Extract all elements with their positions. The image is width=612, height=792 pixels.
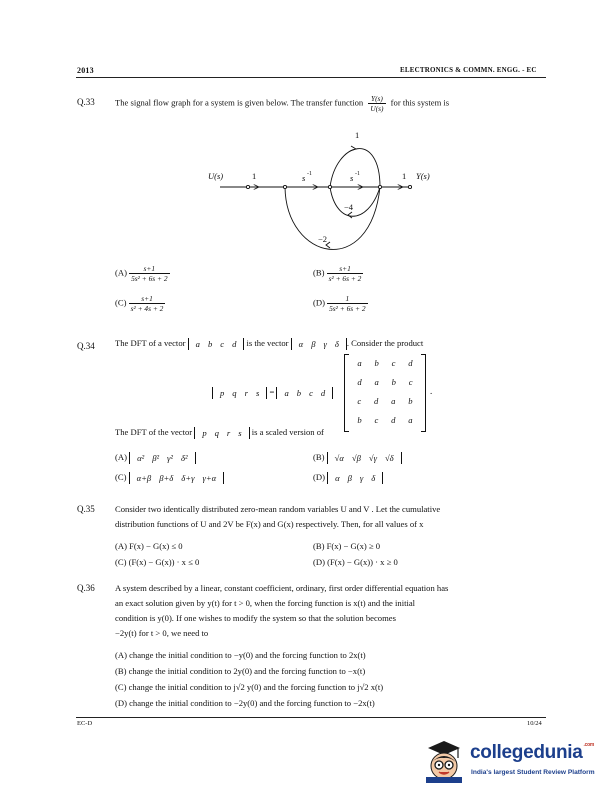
brand-tagline: India's largest Student Review Platform (471, 769, 595, 776)
sfg-node-5 (408, 185, 411, 188)
q33-c-num: s+1 (141, 294, 153, 303)
header-rule (76, 77, 546, 78)
q34-vector-abcd: a b c d (188, 338, 245, 350)
page-number: 10/24 (527, 720, 542, 727)
sfg-gain-outer: −2 (318, 234, 328, 244)
q35-line2: distribution functions of U and 2V be F(x) and G(x) respectively. Then, for all values of x (115, 519, 424, 529)
q33-option-d-label: (D) (313, 297, 325, 308)
q36-option-a[interactable]: (A) change the initial condition to −y(0) and the forcing function to 2x(t) (115, 650, 366, 660)
q34-stem (115, 336, 423, 351)
q36-line1: A system described by a linear, constant coefficient, ordinary, first order differential equation has (115, 583, 449, 593)
paper-code: EC-D (77, 720, 93, 727)
matrix-row: c d a b (357, 396, 413, 406)
q33-a-num: s+1 (143, 264, 156, 273)
q33-stem (115, 94, 449, 113)
q34-option-a[interactable]: (A) α² β² γ² δ² (115, 452, 196, 464)
sfg-branch-inner (330, 187, 380, 216)
collegedunia-logo[interactable] (422, 736, 607, 788)
sfg-node-3 (328, 185, 331, 188)
q33-number: Q.33 (77, 97, 95, 107)
q34-option-c[interactable]: (C) α+β β+δ δ+γ γ+α (115, 472, 224, 484)
matrix-row: a b c d (357, 358, 413, 368)
q33-d-den: 5s² + 6s + 2 (329, 304, 366, 313)
q33-option-a[interactable] (115, 264, 170, 283)
q35-option-d[interactable]: (D) (F(x) − G(x)) · x ≥ 0 (313, 557, 398, 567)
q36-option-c[interactable]: (C) change the initial condition to j√2 y(0) and the forcing function to j√2 x(t) (115, 682, 384, 692)
q33-transfer-fraction (368, 94, 385, 113)
q34-second-line (115, 425, 324, 440)
sfg-arrow-inner (348, 212, 352, 218)
matrix-row: b c d a (357, 415, 413, 425)
q33-c-den: s² + 4s + 2 (130, 304, 164, 313)
q33-option-d[interactable] (313, 294, 368, 313)
q36-option-b[interactable]: (B) change the initial condition to 2y(0) and the forcing function to −x(t) (115, 666, 366, 676)
sfg-gain-top: 1 (355, 130, 360, 140)
q34-product-equation (212, 387, 333, 399)
q34-vector-pqrs: p q r s (194, 427, 249, 439)
q36-line3: condition is y(0). If one wishes to modify the system so that the solution becomes (115, 613, 396, 623)
q33-tf-den: U(s) (370, 104, 384, 113)
q33-text-pre: The signal flow graph for a system is given below. The transfer function (115, 97, 364, 108)
q35-option-a[interactable]: (A) F(x) − G(x) ≤ 0 (115, 541, 183, 551)
q33-d-num: 1 (345, 294, 350, 303)
q35-option-b[interactable]: (B) F(x) − G(x) ≥ 0 (313, 541, 381, 551)
sfg-arrow-top (350, 146, 356, 151)
q33-option-c[interactable] (115, 294, 165, 313)
q34-t1: The DFT of a vector (115, 338, 186, 348)
footer-rule (76, 717, 546, 718)
sfg-gain-s1b: s (350, 173, 354, 183)
sfg-gain-s1a: s (302, 173, 306, 183)
q34-t3: . Consider the product (346, 338, 424, 348)
sfg-gain-out: 1 (402, 171, 407, 181)
sfg-node-4 (378, 185, 381, 188)
q34-period: . (430, 386, 433, 396)
q33-b-den: s² + 6s + 2 (328, 274, 362, 283)
sfg-gain-s1b-exp: -1 (355, 171, 360, 177)
signal-flow-graph (200, 130, 450, 260)
mascot-icon (422, 738, 466, 784)
q33-a-den: 5s² + 6s + 2 (131, 274, 168, 283)
q33-option-c-label: (C) (115, 297, 127, 308)
q33-option-a-label: (A) (115, 267, 127, 278)
q35-number: Q.35 (77, 504, 95, 514)
brand-suffix: .com (583, 742, 595, 748)
q33-tf-num: Y(s) (370, 94, 383, 103)
matrix-row: d a b c (357, 377, 413, 387)
q36-number: Q.36 (77, 583, 95, 593)
q34-t2: is the vector (246, 338, 289, 348)
q35-option-c[interactable]: (C) (F(x) − G(x)) · x ≤ 0 (115, 557, 200, 567)
q34-option-b[interactable]: (B) √α √β √γ √δ (313, 452, 402, 464)
q36-option-d[interactable]: (D) change the initial condition to −2y(0) and the forcing function to −2x(t) (115, 698, 375, 708)
q34-option-d[interactable]: (D) α β γ δ (313, 472, 383, 484)
sfg-branch-top (330, 149, 380, 187)
q34-t5: is a scaled version of (251, 427, 324, 437)
brand-name: collegedunia (470, 742, 583, 763)
sfg-output-label: Y(s) (416, 171, 430, 181)
q34-number: Q.34 (77, 341, 95, 351)
paper-title: ELECTRONICS & COMMN. ENGG. - EC (400, 66, 537, 74)
sfg-node-1 (246, 185, 249, 188)
sfg-input-label: U(s) (208, 171, 224, 181)
q35-line1: Consider two identically distributed zero-mean random variables U and V . Let the cumulative (115, 504, 441, 514)
q34-vector-greek: α β γ δ (291, 338, 347, 350)
sfg-gain-s1a-exp: -1 (307, 171, 312, 177)
q34-rhs-vector: a b c d (276, 387, 333, 399)
sfg-node-2 (283, 185, 286, 188)
q36-line2: an exact solution given by y(t) for t > 0, when the forcing function is x(t) and the initial (115, 598, 416, 608)
q34-lhs-vector: p q r s (212, 387, 267, 399)
sfg-gain-in: 1 (252, 171, 257, 181)
q36-line4: −2y(t) for t > 0, we need to (115, 628, 209, 638)
sfg-gain-inner: −4 (344, 202, 354, 212)
q33-option-b[interactable] (313, 264, 363, 283)
exam-year: 2013 (77, 66, 94, 75)
q34-t4: The DFT of the vector (115, 427, 193, 437)
q34-matrix (344, 354, 426, 432)
q34-equals: = (269, 387, 275, 397)
q33-option-b-label: (B) (313, 267, 325, 278)
q33-b-num: s+1 (339, 264, 351, 273)
q33-text-post: for this system is (390, 97, 450, 108)
brand-wordmark (470, 742, 594, 764)
